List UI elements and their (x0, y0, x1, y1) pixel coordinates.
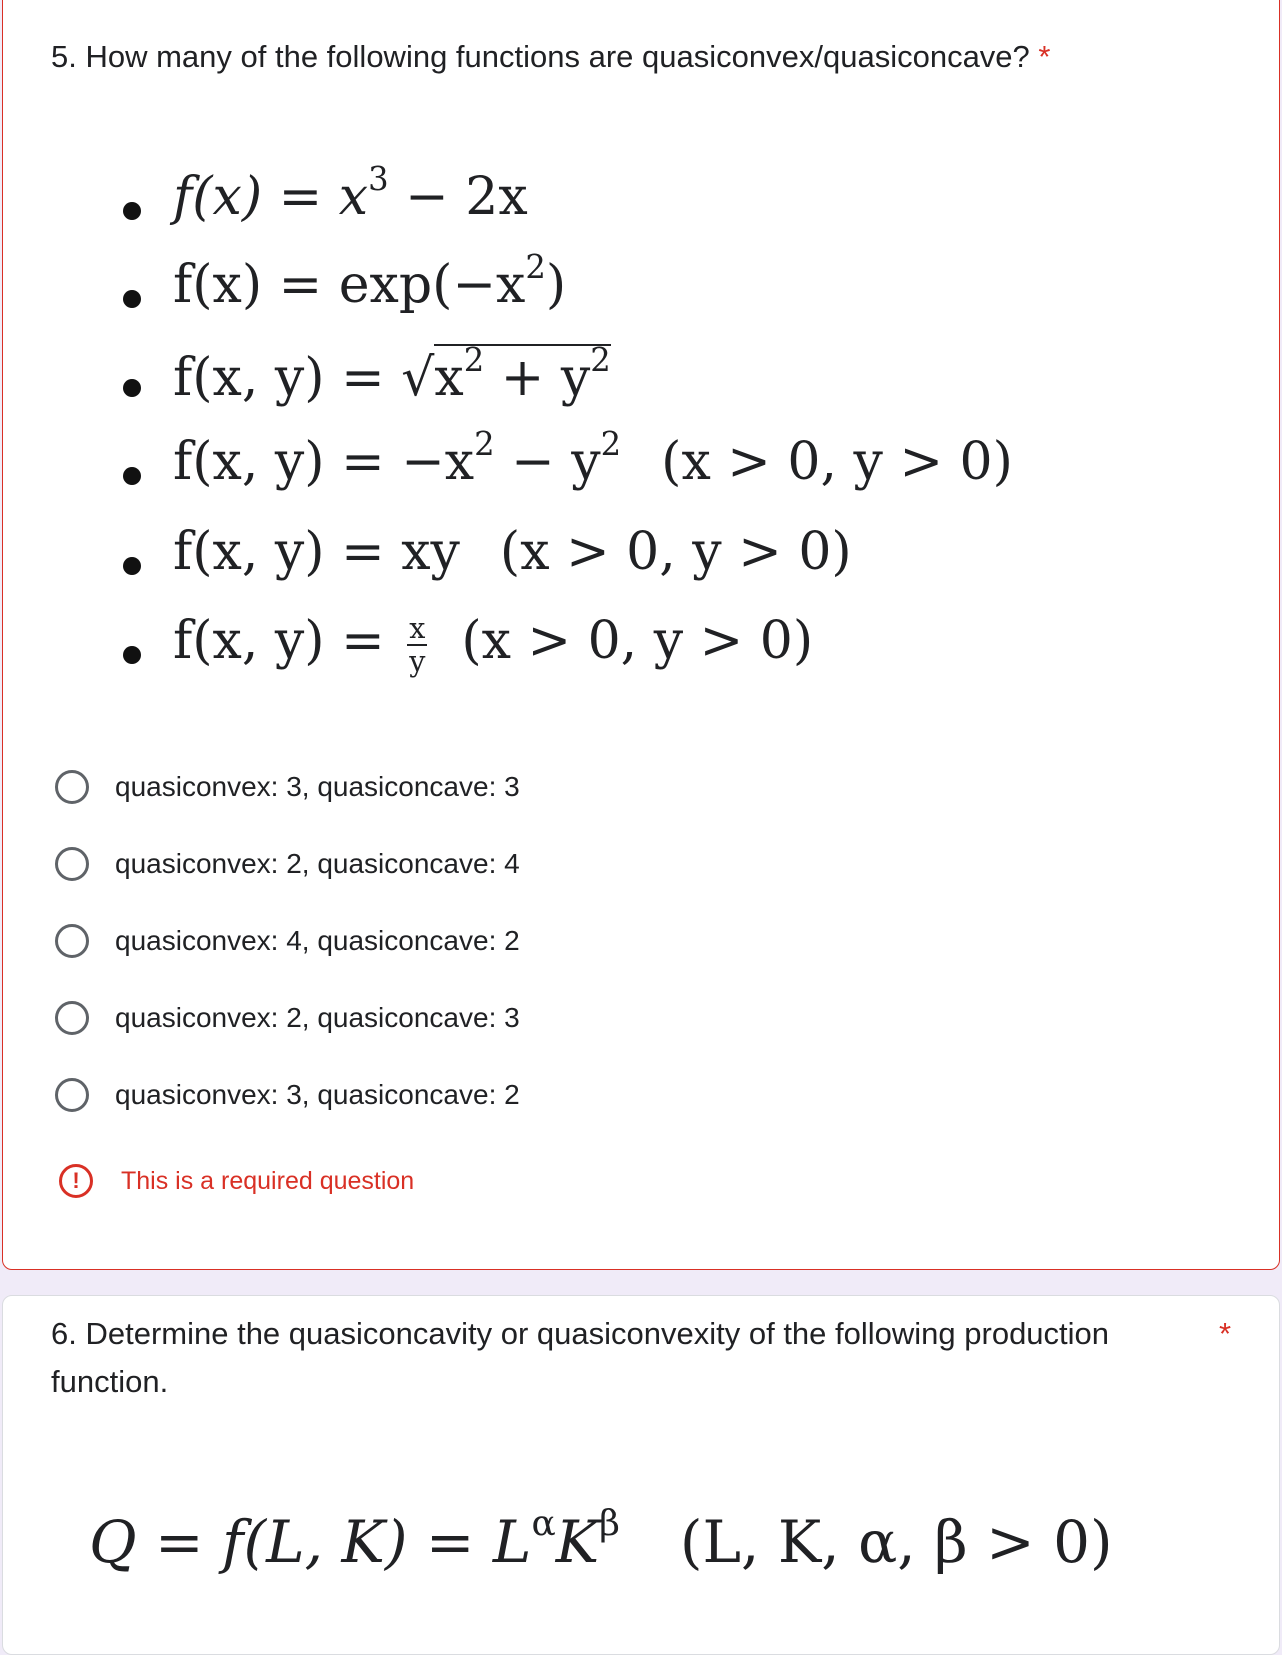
function-1: $f(x) = x^3 - 2x$ (173, 159, 528, 227)
function-4: f(x, $y) = -x^2 - y^2$ (x > 0, y > 0) (173, 424, 1013, 492)
bullet-icon (123, 467, 141, 485)
required-asterisk: * (1219, 1316, 1232, 1351)
bullet-icon (123, 379, 141, 397)
function-3: f(x, $y) = √x^2 + y^2$ (173, 340, 611, 408)
sqrt-radicand: $x^2 + y^2$ (434, 340, 611, 408)
required-error (59, 1164, 414, 1198)
option-1[interactable] (55, 765, 520, 809)
question-6-line-2: function. (51, 1364, 169, 1399)
radio-button[interactable] (55, 847, 89, 881)
required-asterisk: * (1038, 39, 1051, 74)
question-5-card (2, 0, 1280, 1270)
question-5-text: 5. How many of the following functions are quasiconvex/quasiconcave? (51, 39, 1030, 74)
question-6-card (2, 1295, 1280, 1655)
option-label[interactable]: quasiconvex: 2, quasiconcave: 4 (115, 848, 520, 879)
sqrt-symbol: √ (401, 348, 435, 408)
option-5[interactable] (55, 1073, 520, 1117)
option-3[interactable] (55, 919, 520, 963)
option-4[interactable] (55, 996, 520, 1040)
question-6-title (51, 1310, 1151, 1406)
option-label[interactable]: quasiconvex: 3, quasiconcave: 3 (115, 771, 520, 802)
option-label[interactable]: quasiconvex: 2, quasiconcave: 3 (115, 1002, 520, 1033)
bullet-icon (123, 557, 141, 575)
radio-button[interactable] (55, 924, 89, 958)
question-5-title (51, 33, 1051, 81)
function-2: $f(x) = \exp(-x^2)$ (173, 247, 567, 315)
bullet-icon (123, 202, 141, 220)
option-label[interactable]: quasiconvex: 3, quasiconcave: 2 (115, 1079, 520, 1110)
function-5: f(x, y) = xy (x > 0, y > 0) (173, 522, 852, 582)
radio-button[interactable] (55, 770, 89, 804)
production-function: Q = f(L, $K) = L^\alpha K^\beta$ (L, K, α, β > 0) (89, 1503, 1113, 1576)
radio-button[interactable] (55, 1001, 89, 1035)
radio-button[interactable] (55, 1078, 89, 1112)
question-6-line-1: 6. Determine the quasiconcavity or quasiconvexity of the following production (51, 1316, 1110, 1351)
error-message: This is a required question (121, 1166, 415, 1195)
option-2[interactable] (55, 842, 520, 886)
fraction: $\frac{x}{y}$ (409, 611, 426, 678)
option-label[interactable]: quasiconvex: 4, quasiconcave: 2 (115, 925, 520, 956)
bullet-icon (123, 290, 141, 308)
bullet-icon (123, 646, 141, 664)
error-icon: ! (59, 1164, 93, 1198)
function-6: f(x, y) = $\frac{x}{y}$ (x > 0, y > 0) (173, 611, 814, 678)
